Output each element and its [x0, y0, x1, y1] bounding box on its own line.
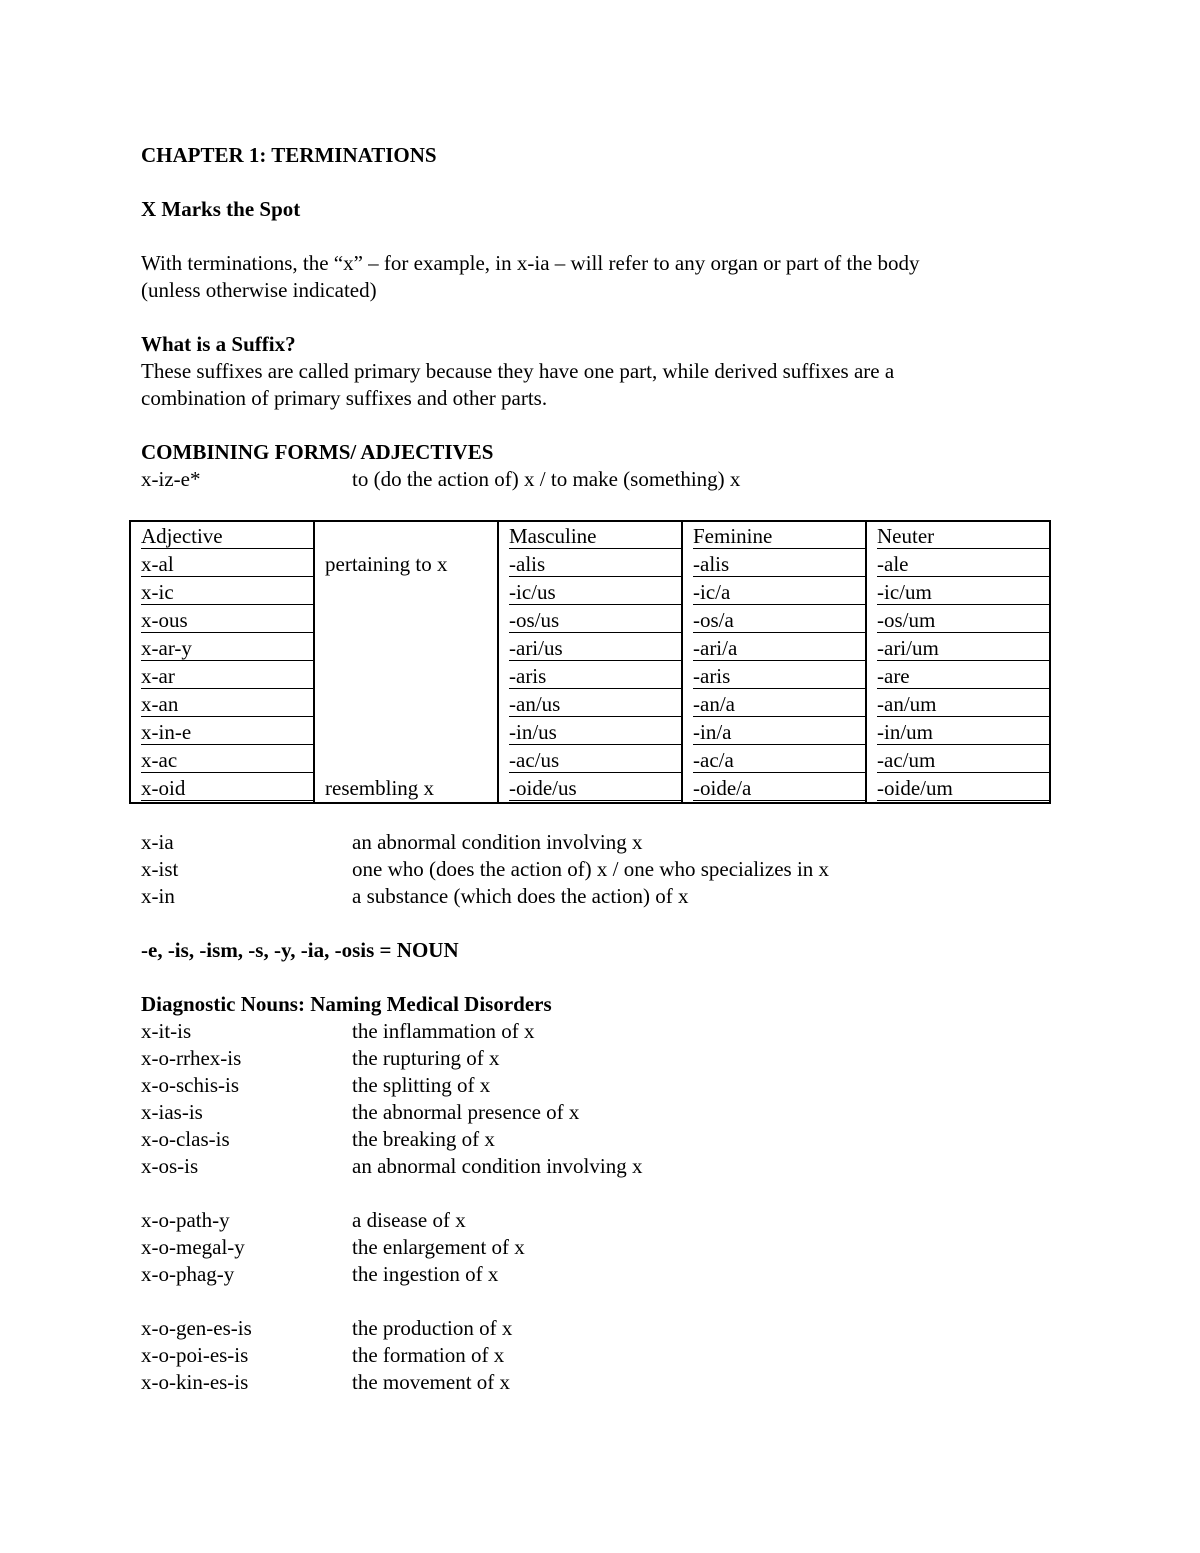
table-cell: [314, 662, 498, 690]
term-meaning: a substance (which does the action) of x: [352, 884, 689, 908]
term-meaning: the formation of x: [352, 1343, 505, 1367]
term-row: [141, 1234, 1061, 1261]
table-cell: [130, 774, 314, 803]
table-row: [130, 662, 1050, 690]
term: x-ist: [141, 857, 179, 881]
table-cell: [314, 578, 498, 606]
term-meaning: the breaking of x: [352, 1127, 495, 1151]
cell-text: [325, 580, 497, 604]
term-meaning: an abnormal condition involving x: [352, 1154, 643, 1178]
table-cell: [314, 606, 498, 634]
cell-text: -an/a: [693, 692, 865, 717]
cell-text: [325, 636, 497, 660]
cell-text: x-ar: [141, 664, 313, 689]
chapter-title: CHAPTER 1: TERMINATIONS: [141, 143, 437, 167]
term-meaning: one who (does the action of) x / one who specializes in x: [352, 857, 830, 881]
cell-text: [325, 608, 497, 632]
cell-text: -ic/um: [877, 580, 1049, 605]
term-meaning: the rupturing of x: [352, 1046, 500, 1070]
term: x-it-is: [141, 1019, 192, 1043]
noun-rule: -e, -is, -ism, -s, -y, -ia, -osis = NOUN: [141, 938, 459, 962]
table-cell: [498, 690, 682, 718]
table-cell: [314, 718, 498, 746]
table-cell: [130, 718, 314, 746]
cell-text: [325, 748, 497, 772]
term-meaning: the enlargement of x: [352, 1235, 525, 1259]
table-cell: [130, 690, 314, 718]
term-row: [141, 1261, 1061, 1288]
term: x-ia: [141, 830, 174, 854]
term-row: [141, 829, 1061, 856]
section-heading-x-marks: X Marks the Spot: [141, 197, 301, 221]
cell-text: resembling x: [325, 776, 435, 800]
table-cell: [130, 578, 314, 606]
cell-text: -os/a: [693, 608, 865, 633]
column-header: Neuter: [877, 524, 1049, 549]
term-row: [141, 883, 1061, 910]
table-row: [130, 774, 1050, 803]
table-cell: [130, 521, 314, 550]
cell-text: x-al: [141, 552, 313, 577]
column-header: Masculine: [509, 524, 681, 549]
table-cell: [130, 662, 314, 690]
term-meaning: the movement of x: [352, 1370, 511, 1394]
cell-text: -aris: [693, 664, 865, 689]
table-cell: [130, 550, 314, 578]
table-cell: [498, 578, 682, 606]
cell-text: -ari/us: [509, 636, 681, 661]
cell-text: -ac/um: [877, 748, 1049, 773]
term-row: [141, 856, 1061, 883]
adjective-table: [129, 520, 1051, 804]
cell-text: -ari/a: [693, 636, 865, 661]
table-cell: [314, 690, 498, 718]
table-cell: [498, 550, 682, 578]
table-cell: [314, 774, 498, 803]
table-cell: [682, 521, 866, 550]
table-cell: [866, 690, 1050, 718]
cell-text: -in/a: [693, 720, 865, 745]
cell-text: [325, 692, 497, 716]
table-cell: [682, 774, 866, 803]
term-row: [141, 1153, 1061, 1180]
section-heading-diagnostic: Diagnostic Nouns: Naming Medical Disorders: [141, 992, 552, 1016]
table-cell: [498, 606, 682, 634]
table-cell: [866, 718, 1050, 746]
table-row: [130, 634, 1050, 662]
term-meaning: an abnormal condition involving x: [352, 830, 643, 854]
section-heading-combining: COMBINING FORMS/ ADJECTIVES: [141, 440, 494, 464]
table-cell: [498, 746, 682, 774]
table-cell: [682, 550, 866, 578]
document-body-lower: [141, 829, 1061, 1396]
cell-text: -oide/um: [877, 776, 1049, 801]
term-row: [141, 1369, 1061, 1396]
x-marks-text-line1: With terminations, the “x” – for example, in x-ia – will refer to any organ or part of the body: [141, 251, 920, 275]
table-cell: [866, 578, 1050, 606]
term-row: [141, 1207, 1061, 1234]
cell-text: [325, 664, 497, 688]
table-cell: [498, 662, 682, 690]
term: x-o-phag-y: [141, 1262, 235, 1286]
term-meaning: the ingestion of x: [352, 1262, 499, 1286]
term: x-in: [141, 884, 175, 908]
term: x-o-megal-y: [141, 1235, 245, 1259]
table-cell: [866, 746, 1050, 774]
table-cell: [498, 718, 682, 746]
table-row: [130, 718, 1050, 746]
term-meaning: the inflammation of x: [352, 1019, 535, 1043]
term: x-o-poi-es-is: [141, 1343, 249, 1367]
table-cell: [314, 550, 498, 578]
table-cell: [314, 634, 498, 662]
term-meaning: the production of x: [352, 1316, 513, 1340]
term: x-o-path-y: [141, 1208, 230, 1232]
cell-text: x-oid: [141, 776, 313, 801]
cell-text: -ari/um: [877, 636, 1049, 661]
cell-text: -ic/us: [509, 580, 681, 605]
table-cell: [682, 634, 866, 662]
table-row: [130, 550, 1050, 578]
cell-text: pertaining to x: [325, 552, 448, 576]
term-row: [141, 1342, 1061, 1369]
table-cell: [130, 606, 314, 634]
term-row: [141, 466, 1061, 493]
column-header: Adjective: [141, 524, 313, 549]
table-cell: [866, 634, 1050, 662]
table-cell: [866, 774, 1050, 803]
cell-text: x-ac: [141, 748, 313, 773]
suffix-text-line2: combination of primary suffixes and other parts.: [141, 386, 548, 410]
cell-text: -alis: [509, 552, 681, 577]
table-cell: [682, 718, 866, 746]
x-marks-text-line2: (unless otherwise indicated): [141, 278, 377, 302]
cell-text: -are: [877, 664, 1049, 689]
table-cell: [682, 746, 866, 774]
table-cell: [682, 606, 866, 634]
table-row: [130, 746, 1050, 774]
document-body: [141, 142, 1061, 493]
table-cell: [130, 634, 314, 662]
term-row: [141, 1126, 1061, 1153]
table-row: [130, 690, 1050, 718]
table-cell: [866, 550, 1050, 578]
term-meaning: a disease of x: [352, 1208, 466, 1232]
term: x-o-schis-is: [141, 1073, 239, 1097]
table-cell: [130, 746, 314, 774]
cell-text: -os/um: [877, 608, 1049, 633]
section-heading-suffix: What is a Suffix?: [141, 332, 296, 356]
term: x-o-clas-is: [141, 1127, 230, 1151]
cell-text: x-in-e: [141, 720, 313, 745]
column-header: Feminine: [693, 524, 865, 549]
table-cell: [498, 521, 682, 550]
term-row: [141, 1315, 1061, 1342]
cell-text: x-an: [141, 692, 313, 717]
cell-text: -an/um: [877, 692, 1049, 717]
table-cell: [498, 774, 682, 803]
cell-text: -oide/us: [509, 776, 681, 801]
table-row: [130, 578, 1050, 606]
term-row: [141, 1018, 1061, 1045]
cell-text: x-ic: [141, 580, 313, 605]
term: x-os-is: [141, 1154, 199, 1178]
cell-text: -aris: [509, 664, 681, 689]
term-row: [141, 1045, 1061, 1072]
table-cell: [314, 746, 498, 774]
table-cell: [866, 606, 1050, 634]
cell-text: -oide/a: [693, 776, 865, 801]
cell-text: -ac/us: [509, 748, 681, 773]
term-meaning: the splitting of x: [352, 1073, 491, 1097]
cell-text: -ale: [877, 552, 1049, 577]
cell-text: -in/um: [877, 720, 1049, 745]
suffix-text-line1: These suffixes are called primary because they have one part, while derived suffixes are a: [141, 359, 895, 383]
cell-text: -ac/a: [693, 748, 865, 773]
cell-text: x-ous: [141, 608, 313, 633]
cell-text: -os/us: [509, 608, 681, 633]
term: x-ias-is: [141, 1100, 203, 1124]
table-header-row: [130, 521, 1050, 550]
table-cell: [866, 662, 1050, 690]
cell-text: -ic/a: [693, 580, 865, 605]
table-cell: [682, 690, 866, 718]
term-row: [141, 1072, 1061, 1099]
cell-text: [325, 720, 497, 744]
term: x-o-rrhex-is: [141, 1046, 242, 1070]
term-meaning: the abnormal presence of x: [352, 1100, 580, 1124]
term: x-o-gen-es-is: [141, 1316, 252, 1340]
table-cell: [314, 521, 498, 550]
term: x-o-kin-es-is: [141, 1370, 249, 1394]
cell-text: -in/us: [509, 720, 681, 745]
table-cell: [866, 521, 1050, 550]
cell-text: x-ar-y: [141, 636, 313, 661]
term-meaning: to (do the action of) x / to make (something) x: [352, 467, 741, 491]
cell-text: -an/us: [509, 692, 681, 717]
term: x-iz-e*: [141, 467, 201, 491]
cell-text: -alis: [693, 552, 865, 577]
table-cell: [682, 578, 866, 606]
table-row: [130, 606, 1050, 634]
table-cell: [682, 662, 866, 690]
table-cell: [498, 634, 682, 662]
column-header: [325, 524, 497, 548]
term-row: [141, 1099, 1061, 1126]
